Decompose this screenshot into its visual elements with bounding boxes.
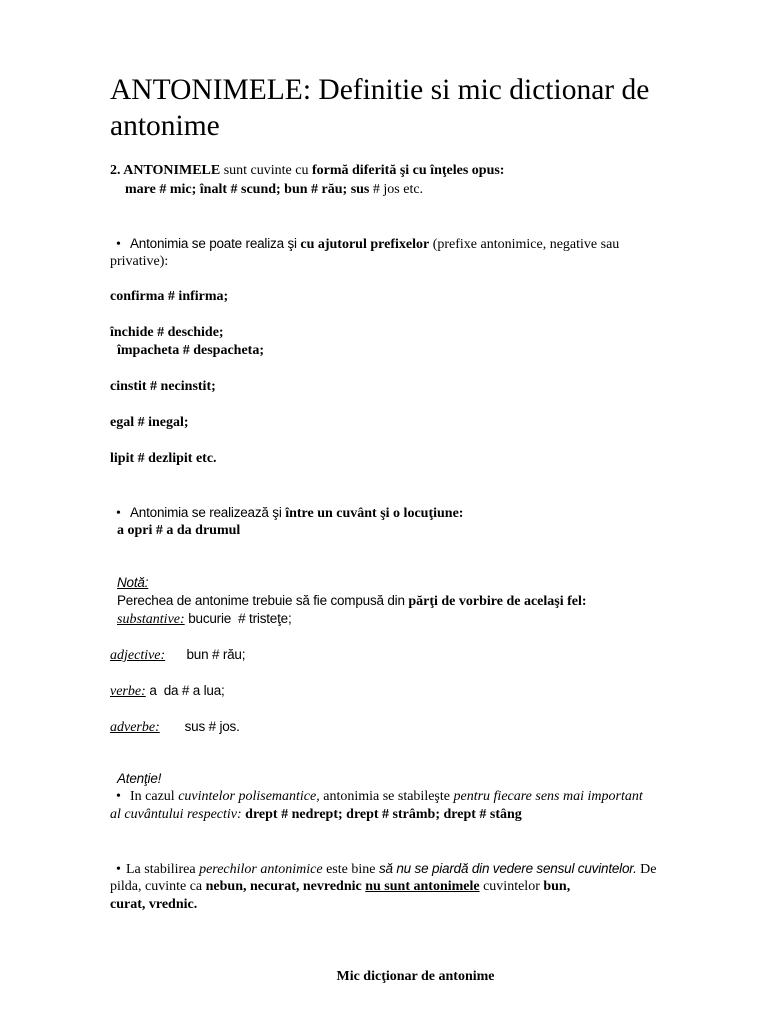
note-text xyxy=(117,592,587,611)
example-line: egal # inegal; xyxy=(110,415,189,430)
document-title: ANTONIMELE: Definitie si mic dictionar de antonime xyxy=(110,74,650,142)
bullet-perechi-text1: La stabilirea xyxy=(126,862,200,877)
note-item-label: adjective: xyxy=(110,648,166,663)
definition-bold: formă diferită şi cu înţeles opus: xyxy=(311,163,505,178)
example-line: închide # deschide; xyxy=(110,325,224,340)
note-item-value: bun # rău; xyxy=(165,647,246,662)
note-item-label: verbe: xyxy=(110,684,146,699)
note-text-plain: Perechea de antonime trebuie să fie compusă din xyxy=(117,593,409,608)
bullet-perechi-line2-bold2: bun, xyxy=(543,879,571,894)
note-item-label: adverbe: xyxy=(110,720,160,735)
definition-examples xyxy=(125,181,423,199)
example-line: împacheta # despacheta; xyxy=(117,343,264,358)
bullet-locutiune-colon: : xyxy=(458,506,464,521)
definition-number: 2. xyxy=(110,163,124,178)
bullet-perechi-line2-text: pilda, cuvinte ca xyxy=(110,879,206,894)
note-item xyxy=(110,718,240,737)
note-label: Notă: xyxy=(117,575,149,590)
attention-italic3: al cuvântului respectiv: xyxy=(110,807,242,822)
bullet-perechi-text3: De xyxy=(636,862,657,877)
bullet-prefixes xyxy=(116,235,619,254)
bullet-perechi-line2 xyxy=(110,878,570,896)
attention-bold: drept # nedrept; drept # strâmb; drept # stâng xyxy=(241,807,522,822)
bullet-prefixes-bold: cu ajutorul prefixelor xyxy=(300,237,430,252)
attention-italic2: pentru fiecare sens mai important xyxy=(453,789,643,804)
bullet-perechi-italic1: perechilor antonimice xyxy=(199,862,323,877)
bullet-prefixes-line2: privative): xyxy=(110,254,169,269)
bullet-dot: • xyxy=(116,862,121,877)
section-heading: Mic dicţionar de antonime xyxy=(336,969,495,984)
bullet-perechi-line3: curat, vrednic. xyxy=(110,897,198,912)
note-item xyxy=(110,682,225,701)
note-item-value: sus # jos. xyxy=(159,719,240,734)
definition-term: ANTONIMELE xyxy=(123,163,221,178)
attention-text2: antonimia se stabileşte xyxy=(319,789,454,804)
note-item-value: bucurie # tristeţe; xyxy=(184,611,292,626)
attention-label: Atenţie! xyxy=(117,771,162,786)
definition-examples-bold: mare # mic; înalt # scund; bun # rău; sus xyxy=(125,182,370,197)
attention-line2 xyxy=(110,806,522,824)
note-item xyxy=(117,610,292,629)
definition-text: sunt cuvinte cu xyxy=(220,163,312,178)
note-item xyxy=(110,646,245,665)
bullet-dot: • xyxy=(116,506,121,521)
bullet-perechi-line1 xyxy=(116,860,656,879)
example-line: confirma # infirma; xyxy=(110,289,229,304)
definition-line xyxy=(110,162,504,180)
note-item-label: substantive: xyxy=(117,612,185,627)
bullet-locutiune-example: a opri # a da drumul xyxy=(117,523,241,538)
bullet-perechi-underline: nu sunt antonimele xyxy=(365,879,480,894)
bullet-locutiune-bold: între un cuvânt şi o locuţiune xyxy=(285,506,459,521)
bullet-locutiune-text: Antonimia se realizează şi xyxy=(130,505,286,520)
example-line: lipit # dezlipit etc. xyxy=(110,451,217,466)
bullet-perechi-italic2: să nu se piardă din vedere sensul cuvintelor. xyxy=(378,861,637,876)
bullet-dot: • xyxy=(116,237,121,252)
bullet-perechi-line2-rest: cuvintelor xyxy=(479,879,544,894)
bullet-prefixes-text2: (prefixe antonimice, negative sau xyxy=(429,237,620,252)
definition-examples-rest: # jos etc. xyxy=(369,182,424,197)
bullet-perechi-text2: este bine xyxy=(322,862,379,877)
note-item-value: a da # a lua; xyxy=(145,683,225,698)
bullet-locutiune xyxy=(116,504,463,523)
bullet-dot: • xyxy=(116,789,121,804)
bullet-prefixes-text: Antonimia se poate realiza şi xyxy=(130,236,301,251)
attention-italic1: cuvintelor polisemantice, xyxy=(178,789,320,804)
note-text-bold: părţi de vorbire de acelaşi fel: xyxy=(408,594,587,609)
bullet-perechi-line2-bold: nebun, necurat, nevrednic xyxy=(205,879,366,894)
example-line: cinstit # necinstit; xyxy=(110,379,216,394)
attention-text1: In cazul xyxy=(130,789,179,804)
attention-line1 xyxy=(116,788,643,806)
